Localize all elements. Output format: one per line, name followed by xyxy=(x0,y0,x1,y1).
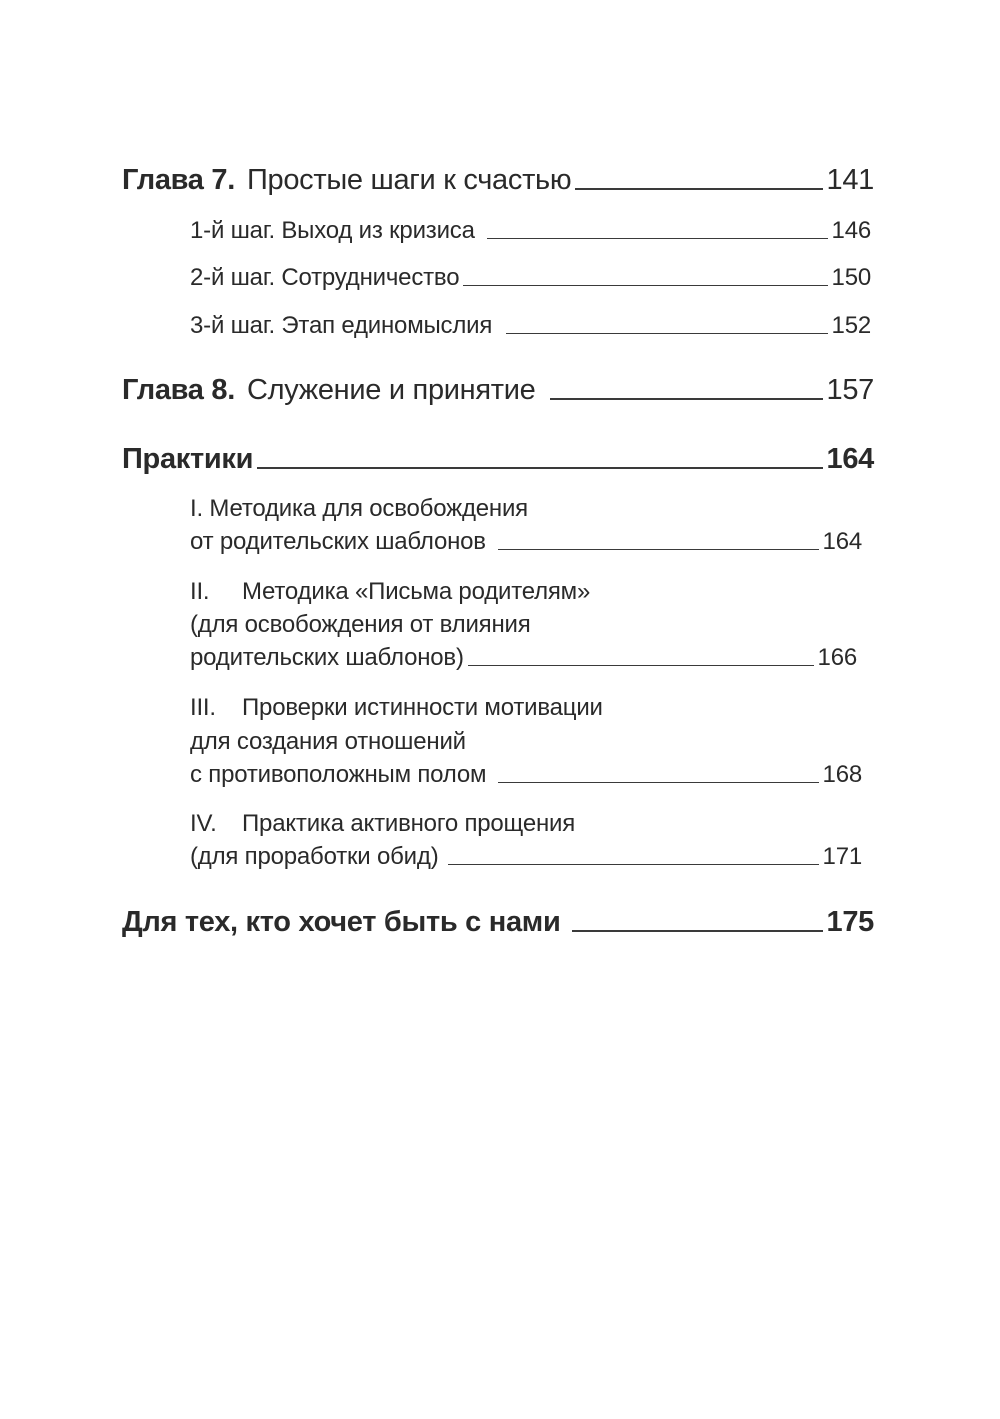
dot-leader xyxy=(498,549,819,550)
entry-title-line: Практика активного прощения xyxy=(242,810,576,837)
entry-title-line: I. Методика для освобождения xyxy=(190,495,528,522)
toc-entry-practices[interactable] xyxy=(122,443,874,476)
entry-title-line: от родительских шаблонов xyxy=(190,528,486,555)
entry-title-line: Проверки истинности мотивации xyxy=(242,694,603,721)
entry-title: 1-й шаг. Выход из кризиса xyxy=(190,217,475,244)
page-number: 171 xyxy=(822,843,862,870)
entry-title-line: для создания отношений xyxy=(190,728,466,755)
page-number: 150 xyxy=(831,264,871,291)
entry-title-line: (для проработки обид) xyxy=(190,843,439,870)
entry-title-line: родительских шаблонов) xyxy=(190,644,464,671)
toc-entry-chapter-8[interactable] xyxy=(122,374,874,407)
entry-title: 2-й шаг. Сотрудничество xyxy=(190,264,460,291)
page-number: 141 xyxy=(826,164,874,196)
dot-leader xyxy=(487,238,828,239)
roman-numeral: II. xyxy=(190,578,210,605)
page-number: 164 xyxy=(822,528,862,555)
dot-leader xyxy=(257,467,822,469)
entry-title: 3-й шаг. Этап единомыслия xyxy=(190,312,493,339)
toc-entry-join-us[interactable] xyxy=(122,906,874,939)
chapter-label: Глава 8. xyxy=(122,374,235,406)
page-number: 175 xyxy=(826,906,874,938)
toc-entry-step-2[interactable] xyxy=(190,264,871,292)
dot-leader xyxy=(550,398,823,400)
dot-leader xyxy=(575,188,822,190)
entry-title-line: с противоположным полом xyxy=(190,761,487,788)
page-number: 168 xyxy=(822,761,862,788)
dot-leader xyxy=(506,333,827,334)
page-number: 164 xyxy=(826,443,874,475)
toc-entry-step-3[interactable] xyxy=(190,312,871,340)
roman-numeral: IV. xyxy=(190,810,217,837)
dot-leader xyxy=(572,930,822,932)
page-number: 157 xyxy=(826,374,874,406)
section-title: Для тех, кто хочет быть с нами xyxy=(122,906,561,938)
entry-title-line: Методика «Письма родителям» xyxy=(242,578,591,605)
dot-leader xyxy=(448,864,818,865)
dot-leader xyxy=(463,285,827,286)
roman-numeral: III. xyxy=(190,694,216,721)
page-number: 152 xyxy=(831,312,871,339)
chapter-label: Глава 7. xyxy=(122,164,235,196)
dot-leader xyxy=(468,665,814,666)
toc-entry-step-1[interactable] xyxy=(190,217,871,245)
toc-entry-chapter-7[interactable] xyxy=(122,164,874,197)
page-number: 146 xyxy=(831,217,871,244)
chapter-title: Служение и принятие xyxy=(246,374,536,406)
entry-title-line: (для освобождения от влияния xyxy=(190,611,531,638)
chapter-title: Простые шаги к счастью xyxy=(246,164,572,196)
dot-leader xyxy=(498,782,818,783)
section-title: Практики xyxy=(122,443,254,475)
page-number: 166 xyxy=(817,644,857,671)
